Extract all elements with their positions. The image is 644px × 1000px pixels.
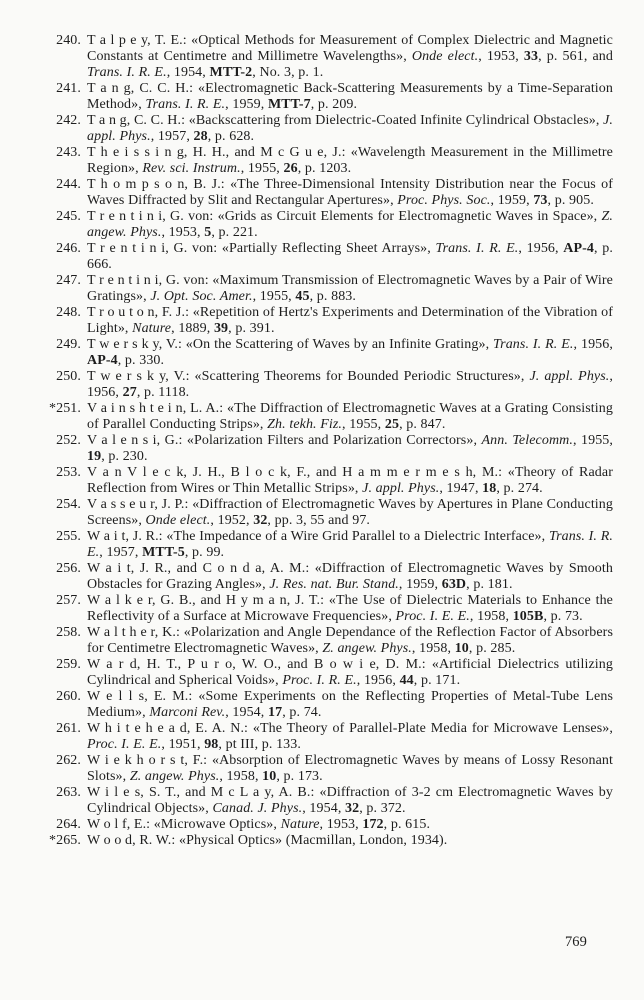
reference-segment: 39 xyxy=(213,321,229,336)
reference-segment: Rev. sci. Instrum. xyxy=(142,161,241,176)
reference-segment: , p. 1118. xyxy=(136,385,190,400)
reference-segment: V a l e n s i, G.: «Polarization Filters and Polarization Correctors», xyxy=(87,433,482,448)
reference-number: 258. xyxy=(56,625,81,640)
reference-segment: , 1956, xyxy=(356,673,400,688)
reference-segment: T h e i s s i n g, H. H., and M c G u e, J.: «Wavelength Measurement in the Millimetre Region», xyxy=(87,145,613,176)
reference-text xyxy=(87,401,613,433)
reference-segment: , 1957, xyxy=(99,545,143,560)
reference-segment: , 1953, xyxy=(319,817,363,832)
reference-segment: , p. 561, and xyxy=(538,49,613,64)
reference-number: 248. xyxy=(56,305,81,320)
reference-segment: 105B xyxy=(512,609,544,624)
reference-entry xyxy=(44,241,613,273)
reference-segment: , p. 628. xyxy=(207,129,255,144)
reference-entry xyxy=(44,721,613,753)
reference-segment: , p. 372. xyxy=(359,801,406,816)
reference-segment: , 1956, xyxy=(518,241,564,256)
reference-segment: Ann. Telecomm. xyxy=(481,433,573,448)
reference-number: 255. xyxy=(56,529,81,544)
reference-segment: Proc. I. R. E. xyxy=(282,673,357,688)
reference-number: 264. xyxy=(56,817,81,832)
reference-segment: , p. 99. xyxy=(184,545,225,560)
reference-segment: J. appl. Phys. xyxy=(87,113,613,144)
reference-text xyxy=(87,721,613,753)
reference-segment: W a l t h e r, K.: «Polarization and Angle Dependance of the Reflection Factor of Absorbers for Centimetre Electromagnetic Waves», xyxy=(87,625,613,656)
reference-segment: Marconi Rev. xyxy=(149,705,226,720)
reference-segment: , p. 330. xyxy=(117,353,165,368)
reference-entry xyxy=(44,433,613,465)
reference-entry xyxy=(44,625,613,657)
reference-entry xyxy=(44,817,613,833)
reference-number: 247. xyxy=(56,273,81,288)
reference-text xyxy=(87,433,613,465)
reference-segment: , p. 883. xyxy=(309,289,356,304)
reference-segment: 10 xyxy=(454,641,469,656)
reference-segment: , 1954, xyxy=(166,65,210,80)
reference-segment: , p. 181. xyxy=(466,577,513,592)
reference-segment: Z. angew. Phys. xyxy=(322,641,412,656)
reference-segment: J. appl. Phys. xyxy=(529,369,610,384)
reference-segment: 17 xyxy=(268,705,283,720)
reference-segment: , p. 391. xyxy=(228,321,275,336)
reference-number: 259. xyxy=(56,657,81,672)
reference-entry xyxy=(44,273,613,305)
reference-number: 257. xyxy=(56,593,81,608)
reference-number: 249. xyxy=(56,337,81,352)
reference-segment: W a l k e r, G. B., and H y m a n, J. T.: «The Use of Dielectric Materials to Enhance the Reflectivity of a Surface at Microwave Frequencies», xyxy=(87,593,613,624)
reference-segment: Z. angew. Phys. xyxy=(87,209,613,240)
reference-text xyxy=(87,337,613,369)
reference-segment: T a l p e y, T. E.: «Optical Methods for Measurement of Complex Dielectric and Magnetic Constants at Centimetre and Millimetre Wavelengths», xyxy=(87,33,613,64)
reference-segment: , p. 847. xyxy=(399,417,446,432)
reference-segment: , 1958, xyxy=(219,769,263,784)
reference-segment: W a r d, H. T., P u r o, W. O., and B o w i e, D. M.: «Artificial Dielectrics utilizing Cylindrical and Spherical Voids», xyxy=(87,657,613,688)
reference-segment: , 1953, xyxy=(478,49,524,64)
reference-entry xyxy=(44,113,613,145)
reference-segment: 172 xyxy=(362,817,384,832)
reference-text xyxy=(87,465,613,497)
reference-number: 260. xyxy=(56,689,81,704)
reference-segment: Trans. I. R. E. xyxy=(145,97,226,112)
reference-text xyxy=(87,145,613,177)
reference-segment: , 1955, xyxy=(252,289,296,304)
reference-segment: , p. 615. xyxy=(383,817,431,832)
reference-segment: Z. angew. Phys. xyxy=(129,769,220,784)
reference-segment: Proc. Phys. Soc. xyxy=(397,193,491,208)
reference-text xyxy=(87,817,613,833)
reference-segment: 26 xyxy=(283,161,298,176)
reference-number: 242. xyxy=(56,113,81,128)
reference-number: *265. xyxy=(49,833,81,848)
reference-number: 262. xyxy=(56,753,81,768)
reference-segment: , p. 173. xyxy=(276,769,323,784)
reference-entry xyxy=(44,145,613,177)
reference-entry xyxy=(44,657,613,689)
reference-entry xyxy=(44,33,613,81)
reference-segment: , 1958, xyxy=(411,641,455,656)
reference-segment: T a n g, C. C. H.: «Backscattering from Dielectric-Coated Infinite Cylindrical Obstacles», xyxy=(87,113,604,128)
reference-segment: 25 xyxy=(384,417,400,432)
reference-segment: , pt III, p. 133. xyxy=(218,737,301,752)
reference-segment: 32 xyxy=(345,801,360,816)
reference-text xyxy=(87,241,613,273)
reference-number: 246. xyxy=(56,241,81,256)
reference-segment: Trans. I. R. E. xyxy=(87,65,167,80)
reference-segment: Zh. tekh. Fiz. xyxy=(267,417,343,432)
reference-segment: , pp. 3, 55 and 97. xyxy=(267,513,371,528)
reference-segment: Canad. J. Phys. xyxy=(212,801,303,816)
reference-text xyxy=(87,81,613,113)
reference-segment: 27 xyxy=(122,385,137,400)
reference-segment: J. Res. nat. Bur. Stand. xyxy=(269,577,399,592)
reference-segment: Nature xyxy=(132,321,172,336)
reference-segment: , p. 221. xyxy=(211,225,258,240)
reference-entry xyxy=(44,305,613,337)
reference-segment: T w e r s k y, V.: «On the Scattering of Waves by an Infinite Grating», xyxy=(87,337,494,352)
reference-segment: 32 xyxy=(253,513,268,528)
reference-segment: 28 xyxy=(193,129,208,144)
reference-text xyxy=(87,561,613,593)
reference-segment: , p. 1203. xyxy=(297,161,352,176)
reference-segment: W e l l s, E. M.: «Some Experiments on the Reflecting Properties of Metal-Tube Lens Medium», xyxy=(87,689,613,720)
reference-text xyxy=(87,785,613,817)
reference-entry xyxy=(44,497,613,529)
reference-segment: W a i t, J. R.: «The Impedance of a Wire Grid Parallel to a Dielectric Interface», xyxy=(87,529,549,544)
reference-text xyxy=(87,177,613,209)
reference-segment: T h o m p s o n, B. J.: «The Three-Dimensional Intensity Distribution near the Focus of Waves Diffracted by Slit and Rectangular Apertures», xyxy=(87,177,613,208)
reference-segment: J. appl. Phys. xyxy=(362,481,440,496)
reference-number: 263. xyxy=(56,785,81,800)
reference-segment: T a n g, C. C. H.: «Electromagnetic Back-Scattering Measurements by a Time-Separation Method», xyxy=(87,81,613,112)
reference-number: *251. xyxy=(49,401,81,416)
reference-segment: 63D xyxy=(441,577,467,592)
reference-segment: W a i t, J. R., and C o n d a, A. M.: «Diffraction of Electromagnetic Waves by Smooth Obstacles for Grazing Angles», xyxy=(87,561,613,592)
reference-number: 244. xyxy=(56,177,81,192)
reference-segment: W o l f, E.: «Microwave Optics», xyxy=(87,817,281,832)
reference-entry xyxy=(44,561,613,593)
reference-number: 252. xyxy=(56,433,81,448)
reference-segment: , 1953, xyxy=(161,225,205,240)
reference-segment: , 1955, xyxy=(240,161,284,176)
reference-segment: , No. 3, p. 1. xyxy=(252,65,324,80)
reference-segment: W i e k h o r s t, F.: «Absorption of Electromagnetic Waves by means of Lossy Resonant Slots», xyxy=(87,753,613,784)
reference-segment: V a n V l e c k, J. H., B l o c k, F., and H a m m e r m e s h, M.: «Theory of Radar Reflection from Wires or Thin Metallic Strips», xyxy=(87,465,613,496)
reference-segment: T r e n t i n i, G. von: «Maximum Transmission of Electromagnetic Waves by a Pair of Wire Gratings», xyxy=(87,273,613,304)
reference-number: 245. xyxy=(56,209,81,224)
reference-text xyxy=(87,657,613,689)
reference-entry xyxy=(44,529,613,561)
reference-text xyxy=(87,689,613,721)
reference-entry xyxy=(44,753,613,785)
reference-text xyxy=(87,33,613,81)
reference-segment: , p. 285. xyxy=(468,641,516,656)
reference-number: 240. xyxy=(56,33,81,48)
reference-segment: , p. 171. xyxy=(413,673,461,688)
reference-segment: , p. 230. xyxy=(101,449,148,464)
reference-segment: J. Opt. Soc. Amer. xyxy=(150,289,253,304)
reference-number: 256. xyxy=(56,561,81,576)
reference-number: 254. xyxy=(56,497,81,512)
reference-segment: , 1951, xyxy=(161,737,205,752)
reference-text xyxy=(87,753,613,785)
reference-segment: 18 xyxy=(482,481,497,496)
reference-number: 241. xyxy=(56,81,81,96)
reference-entry xyxy=(44,593,613,625)
reference-text xyxy=(87,305,613,337)
reference-segment: 5 xyxy=(204,225,212,240)
reference-segment: V a s s e u r, J. P.: «Diffraction of Electromagnetic Waves by Apertures in Plane Conducting Screens», xyxy=(87,497,613,528)
reference-segment: , 1954, xyxy=(302,801,346,816)
reference-segment: T r o u t o n, F. J.: «Repetition of Hertz's Experiments and Determination of the Vibration of Light», xyxy=(87,305,613,336)
reference-segment: Trans. I. R. E. xyxy=(87,529,613,560)
reference-segment: 33 xyxy=(523,49,539,64)
reference-segment: Trans. I. R. E. xyxy=(435,241,519,256)
reference-text xyxy=(87,529,613,561)
reference-text xyxy=(87,273,613,305)
reference-segment: 98 xyxy=(204,737,219,752)
reference-segment: MTT-5 xyxy=(142,545,185,560)
reference-segment: W o o d, R. W.: «Physical Optics» (Macmillan, London, 1934). xyxy=(87,833,448,848)
reference-segment: Proc. I. E. E. xyxy=(395,609,470,624)
reference-text xyxy=(87,209,613,241)
reference-segment: MTT-7 xyxy=(267,97,311,112)
reference-segment: , 1956, xyxy=(573,337,613,352)
reference-segment: 73 xyxy=(533,193,548,208)
reference-segment: Proc. I. E. E. xyxy=(87,737,162,752)
reference-segment: W i l e s, S. T., and M c L a y, A. B.: «Diffraction of 3-2 cm Electromagnetic Waves by Cylindrical Objects», xyxy=(87,785,613,816)
reference-text xyxy=(87,593,613,625)
reference-segment: , 1952, xyxy=(210,513,254,528)
reference-segment: , p. 666. xyxy=(87,241,613,272)
reference-text xyxy=(87,497,613,529)
reference-segment: Onde elect. xyxy=(145,513,211,528)
reference-segment: Trans. I. R. E. xyxy=(493,337,574,352)
reference-segment: , 1954, xyxy=(225,705,268,720)
reference-segment: Onde elect. xyxy=(411,49,479,64)
reference-entry xyxy=(44,337,613,369)
reference-entry xyxy=(44,81,613,113)
reference-segment: T r e n t i n i, G. von: «Grids as Circuit Elements for Electromagnetic Waves in Space», xyxy=(87,209,602,224)
reference-segment: MTT-2 xyxy=(209,65,253,80)
reference-text xyxy=(87,113,613,145)
reference-segment: 45 xyxy=(295,289,310,304)
reference-segment: V a i n s h t e i n, L. A.: «The Diffraction of Electromagnetic Waves at a Grating Consisting of Parallel Conducting Strips», xyxy=(87,401,613,432)
reference-number: 253. xyxy=(56,465,81,480)
reference-entry xyxy=(44,209,613,241)
reference-entry xyxy=(44,833,613,849)
reference-text xyxy=(87,833,613,849)
reference-segment: , p. 209. xyxy=(310,97,358,112)
reference-text xyxy=(87,369,613,401)
reference-segment: T r e n t i n i, G. von: «Partially Reflecting Sheet Arrays», xyxy=(87,241,436,256)
reference-segment: , p. 274. xyxy=(496,481,543,496)
reference-segment: , p. 905. xyxy=(547,193,594,208)
reference-entry xyxy=(44,465,613,497)
reference-segment: 19 xyxy=(87,449,102,464)
reference-entry xyxy=(44,689,613,721)
reference-entry xyxy=(44,785,613,817)
reference-segment: , 1947, xyxy=(439,481,483,496)
reference-segment: , 1889, xyxy=(171,321,214,336)
reference-segment: , 1957, xyxy=(150,129,194,144)
reference-text xyxy=(87,625,613,657)
reference-segment: 10 xyxy=(262,769,277,784)
reference-segment: , 1959, xyxy=(225,97,268,112)
reference-entry xyxy=(44,177,613,209)
reference-list xyxy=(44,33,613,849)
page-number: 769 xyxy=(564,934,587,950)
reference-segment: , p. 74. xyxy=(282,705,322,720)
reference-entry xyxy=(44,369,613,401)
reference-number: 261. xyxy=(56,721,81,736)
reference-segment: , 1959, xyxy=(398,577,442,592)
reference-segment: , 1956, xyxy=(87,369,613,400)
reference-segment: 44 xyxy=(399,673,414,688)
reference-segment: W h i t e h e a d, E. A. N.: «The Theory of Parallel-Plate Media for Microwave Lenses», xyxy=(87,721,613,736)
reference-entry xyxy=(44,401,613,433)
reference-number: 243. xyxy=(56,145,81,160)
reference-segment: , 1955, xyxy=(572,433,613,448)
reference-number: 250. xyxy=(56,369,81,384)
reference-segment: , 1958, xyxy=(469,609,513,624)
reference-segment: T w e r s k y, V.: «Scattering Theorems for Bounded Periodic Structures», xyxy=(87,369,530,384)
reference-segment: , p. 73. xyxy=(543,609,583,624)
reference-segment: AP-4 xyxy=(87,353,118,368)
reference-segment: , 1959, xyxy=(490,193,534,208)
reference-segment: , 1955, xyxy=(342,417,385,432)
reference-segment: Nature xyxy=(280,817,320,832)
reference-segment: AP-4 xyxy=(563,241,595,256)
